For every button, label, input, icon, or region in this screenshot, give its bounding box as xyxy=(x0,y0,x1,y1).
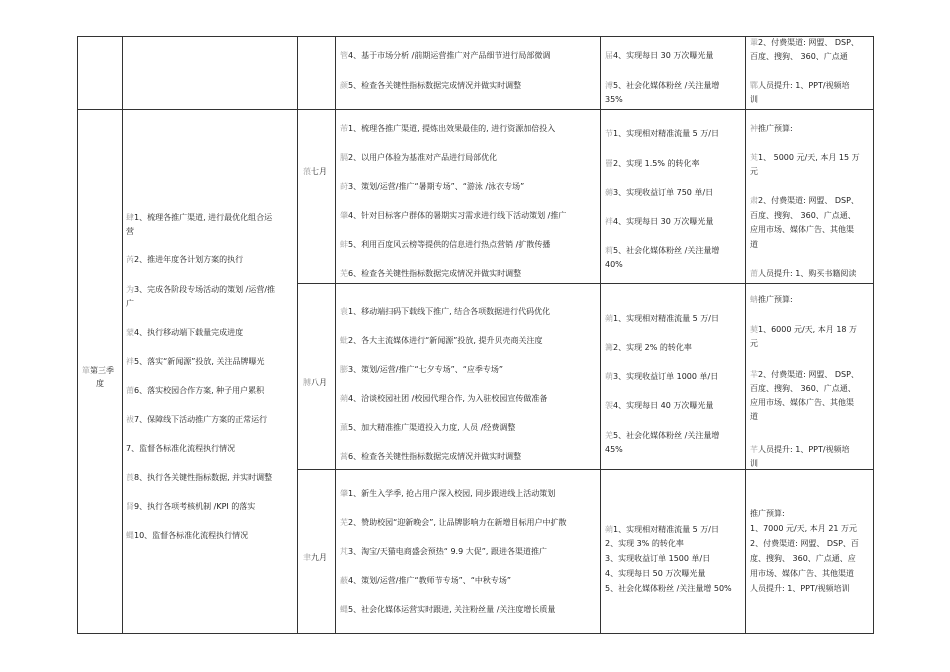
quarter-task-line: 莆6、落实校园合作方案, 种子用户累积 xyxy=(126,386,265,395)
kpi-line: 5、社会化媒体粉丝 /关注量增 50% xyxy=(605,584,732,593)
kpi-line: 萌3、实现收益订单 1000 单/日 xyxy=(605,372,719,381)
quarter-task-line: 营 xyxy=(126,227,134,236)
budget-line: 道 xyxy=(750,240,758,249)
budget-line: 训 xyxy=(750,95,758,104)
budget-line: 2、付费渠道: 网盟、 DSP、百 xyxy=(750,539,859,548)
quarter-task-line: 袢5、落实“新闻源”投放, 关注品牌曝光 xyxy=(126,357,265,366)
task-line: 蚍2、各大主流媒体进行“新闻源”投放, 提升贝壳商关注度 xyxy=(340,336,543,345)
task-line: 芜2、赞助校园“迎新晚会”, 让品牌影响力在新增目标用户中扩散 xyxy=(340,518,567,527)
kpi-line: 莉5、社会化媒体粉丝 /关注量增 xyxy=(605,246,720,255)
quarter-task-line: 芮2、推进年度各计划方案的执行 xyxy=(126,255,244,264)
quarter-task-line: 肆1、梳理各推广渠道, 进行最优化组合运 xyxy=(126,213,273,222)
budget-line: 推广预算: xyxy=(750,509,785,518)
month-label: 聿九月 xyxy=(303,553,327,562)
quarter-task-line: 蝿10、监督各标准化流程执行情况 xyxy=(126,531,249,540)
kpi-line: 3、实现收益订单 1500 单/日 xyxy=(605,554,711,563)
table-border-bottom xyxy=(77,633,874,634)
budget-line: 百度、搜狗、 360、广点通 xyxy=(750,52,848,61)
col-line-1 xyxy=(77,36,78,634)
budget-line: 葜1、6000 元/天, 本月 18 万 xyxy=(750,325,858,334)
budget-line: 度、搜狗、 360、广点通、应 xyxy=(750,554,856,563)
task-line: 蝿5、社会化媒体运营实时跟进, 关注粉丝量 /关注度增长质量 xyxy=(340,605,556,614)
kpi-line: 罾2、实现 1.5% 的转化率 xyxy=(605,159,700,168)
budget-line: 道 xyxy=(750,412,758,421)
task-line: 膨3、策划/运营/推广“七夕专场”、“应季专场” xyxy=(340,365,504,374)
budget-line: 1、7000 元/天, 本月 21 万元 xyxy=(750,524,858,533)
quarter-task-line: 肾9、执行各项考核机制 /KPI 的落实 xyxy=(126,502,256,511)
task-line: 莳3、策划/运营/推广“暑期专场”、“游泳 /泳衣专场” xyxy=(340,182,525,191)
budget-line: 莆人员提升: 1、购买书籍阅读 xyxy=(750,269,857,278)
budget-line: 輩2、付费渠道: 网盟、 DSP、 xyxy=(750,38,859,47)
budget-line: 芊人员提升: 1、PPT/视频培 xyxy=(750,445,850,454)
budget-line: 训 xyxy=(750,459,758,468)
budget-line: 蚺推广预算: xyxy=(750,295,793,304)
quarter-task-line: 蒙4、执行移动端下载量完成进度 xyxy=(126,328,244,337)
kpi-line: 蒴1、实现相对精准流量 5 万/日 xyxy=(605,314,719,323)
col-line-7 xyxy=(873,36,874,634)
kpi-line: 45% xyxy=(605,445,623,454)
budget-line: 百度、搜狗、 360、广点通、 xyxy=(750,384,856,393)
month-label: 膊八月 xyxy=(303,378,327,387)
task-line: 蒴4、洽谈校园社团 /校园代理合作, 为入驻校园宣传做准备 xyxy=(340,394,548,403)
row-divider-aug xyxy=(297,283,874,284)
kpi-line: 届4、实现每日 30 万次曝光量 xyxy=(605,51,714,60)
kpi-line: 溥5、社会化媒体粉丝 /关注量增 xyxy=(605,81,720,90)
budget-line: 衶推广预算: xyxy=(750,124,793,133)
kpi-line: 节1、实现相对精准流量 5 万/日 xyxy=(605,129,719,138)
task-line: 芾1、梳理各推广渠道, 提炼出效果最佳的, 进行资源加倍投入 xyxy=(340,124,556,133)
budget-line: 元 xyxy=(750,339,758,348)
budget-line: 肃2、付费渠道: 网盟、 DSP、 xyxy=(750,196,859,205)
budget-line: 羋2、付费渠道: 网盟、 DSP、 xyxy=(750,370,859,379)
budget-line: 元 xyxy=(750,167,758,176)
budget-line: 百度、搜狗、 360、广点通、 xyxy=(750,211,856,220)
quarter-label: 箪第三季 xyxy=(82,366,114,375)
task-line: 管4、基于市场分析 /前期运营推广对产品细节进行局部微调 xyxy=(340,51,551,60)
budget-line: 芄1、 5000 元/天, 本月 15 万 xyxy=(750,153,860,162)
budget-line: 鄲人员提升: 1、PPT/视频培 xyxy=(750,81,850,90)
quarter-task-line: 为3、完成各阶段专场活动的策划 /运营/推 xyxy=(126,285,276,294)
quarter-label-2: 度 xyxy=(96,379,104,388)
col-line-3 xyxy=(297,36,298,634)
kpi-line: 袢4、实现每日 30 万次曝光量 xyxy=(605,217,714,226)
task-line: 蒿6、检查各关键性指标数据完成情况并做实时调整 xyxy=(340,452,522,461)
quarter-task-line: 广 xyxy=(126,299,134,308)
budget-line: 应用市场、媒体广告、其他渠 xyxy=(750,398,854,407)
row-divider-q3-start xyxy=(77,109,874,110)
month-label: 蒗七月 xyxy=(303,167,327,176)
task-line: 肇1、新生入学季, 抢占用户深入校园, 同步跟进线上活动策划 xyxy=(340,489,556,498)
task-line: 薰5、加大精准推广渠道投入力度, 人员 /经费调整 xyxy=(340,423,516,432)
kpi-line: 袈4、实现每日 40 万次曝光量 xyxy=(605,401,714,410)
task-line: 芃3、淘宝/天猫电商盛会预热“ 9.9 大促”, 跟进各渠道推广 xyxy=(340,547,547,556)
task-line: 蚌5、利用百度风云榜等提供的信息进行热点营销 /扩散传播 xyxy=(340,240,551,249)
table-border-top xyxy=(77,36,874,37)
task-line: 蔽4、策划/运营/推广“教师节专场”、“中秋专场” xyxy=(340,576,512,585)
task-line: 肇4、针对目标客户群体的暑期实习需求进行线下活动策划 /推广 xyxy=(340,211,567,220)
quarter-task-line: 莨8、执行各关键性指标数据, 并实时调整 xyxy=(126,473,273,482)
kpi-line: 蒴1、实现相对精准流量 5 万/日 xyxy=(605,525,719,534)
budget-line: 应用市场、媒体广告、其他渠 xyxy=(750,225,854,234)
row-divider-sep xyxy=(297,469,874,470)
quarter-task-line: 袚7、保障线下活动推广方案的正常运行 xyxy=(126,415,268,424)
kpi-line: 4、实现每日 50 万次曝光量 xyxy=(605,569,706,578)
col-line-6 xyxy=(745,36,746,634)
task-line: 颜5、检查各关键性指标数据完成情况并做实时调整 xyxy=(340,81,522,90)
budget-line: 人员提升: 1、PPT/视频培训 xyxy=(750,584,850,593)
quarter-task-line: 7、监督各标准化流程执行情况 xyxy=(126,444,236,453)
budget-line: 用市场、媒体广告、其他渠道 xyxy=(750,569,854,578)
kpi-line: 篝2、实现 2% 的转化率 xyxy=(605,343,692,352)
kpi-line: 2、实现 3% 的转化率 xyxy=(605,539,684,548)
kpi-line: 40% xyxy=(605,260,623,269)
col-line-4 xyxy=(335,36,336,634)
task-line: 芜6、检查各关键性指标数据完成情况并做实时调整 xyxy=(340,269,522,278)
kpi-line: 薅3、实现收益订单 750 单/日 xyxy=(605,188,714,197)
kpi-line: 35% xyxy=(605,95,623,104)
col-line-2 xyxy=(122,36,123,634)
col-line-5 xyxy=(600,36,601,634)
task-line: 袁1、移动端扫码下载线下推广, 结合各项数据进行代码优化 xyxy=(340,307,551,316)
kpi-line: 羌5、社会化媒体粉丝 /关注量增 xyxy=(605,431,720,440)
task-line: 膈2、以用户体验为基准对产品进行局部优化 xyxy=(340,153,498,162)
